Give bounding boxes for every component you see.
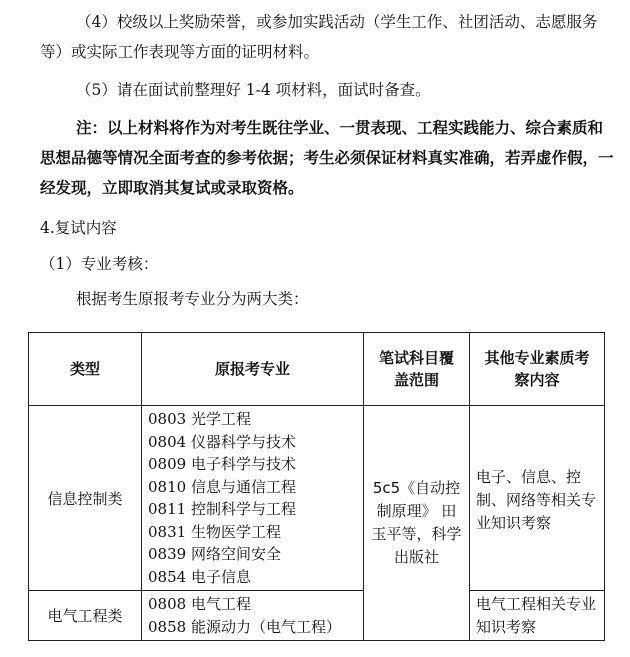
header-type: 类型 [29, 333, 142, 406]
major-item: 0854 电子信息 [148, 567, 251, 586]
exam-cover-cell: 5c5《自动控制原理》 田玉平等，科学出版社 [364, 406, 470, 641]
paragraph-item-4: （4）校级以上奖励荣誉，或参加实践活动（学生工作、社团活动、志愿服务等）或实际工作表现等方面的证明材料。 [40, 13, 598, 61]
header-cover: 笔试科目覆盖范围 [364, 333, 470, 406]
table-header-row [29, 333, 605, 406]
row-majors-cell [142, 591, 364, 641]
row-other-cell: 电子、信息、控制、网络等相关专业知识考察 [470, 406, 605, 591]
section-heading-4: 4.复试内容 [40, 219, 117, 237]
row-majors-cell [142, 406, 364, 591]
header-major: 原报考专业 [142, 333, 364, 406]
major-item: 0831 生物医学工程 [148, 522, 281, 541]
table-row [29, 591, 605, 641]
note-paragraph: 注：以上材料将作为对考生既往学业、一贯表现、工程实践能力、综合素质和思想品德等情况全面考查的参考依据；考生必须保证材料真实准确，若弄虚作假，一经发现，立即取消其复试或录取资格。 [40, 118, 614, 197]
exam-content-table [28, 332, 605, 641]
major-item: 0810 信息与通信工程 [148, 477, 296, 496]
major-item: 0811 控制科学与工程 [148, 500, 296, 518]
row-other-cell: 电气工程相关专业知识考察 [470, 591, 605, 641]
row-type-cell: 信息控制类 [29, 406, 142, 591]
table-row [29, 406, 605, 591]
major-item: 0803 光学工程 [148, 410, 251, 428]
paragraph-item-5: （5）请在面试前整理好 1-4 项材料，面试时备查。 [76, 81, 431, 99]
major-item: 0808 电气工程 [148, 595, 251, 613]
major-item: 0809 电子科学与技术 [148, 455, 296, 473]
subsection-item-1: （1）专业考核： [40, 255, 159, 273]
intro-line: 根据考生原报考专业分为两大类： [76, 290, 309, 308]
header-other: 其他专业素质考察内容 [470, 333, 605, 406]
major-item: 0804 仪器科学与技术 [148, 432, 296, 451]
major-item: 0839 网络空间安全 [148, 545, 281, 563]
major-item: 0858 能源动力（电气工程） [148, 617, 341, 636]
row-type-cell: 电气工程类 [29, 591, 142, 641]
